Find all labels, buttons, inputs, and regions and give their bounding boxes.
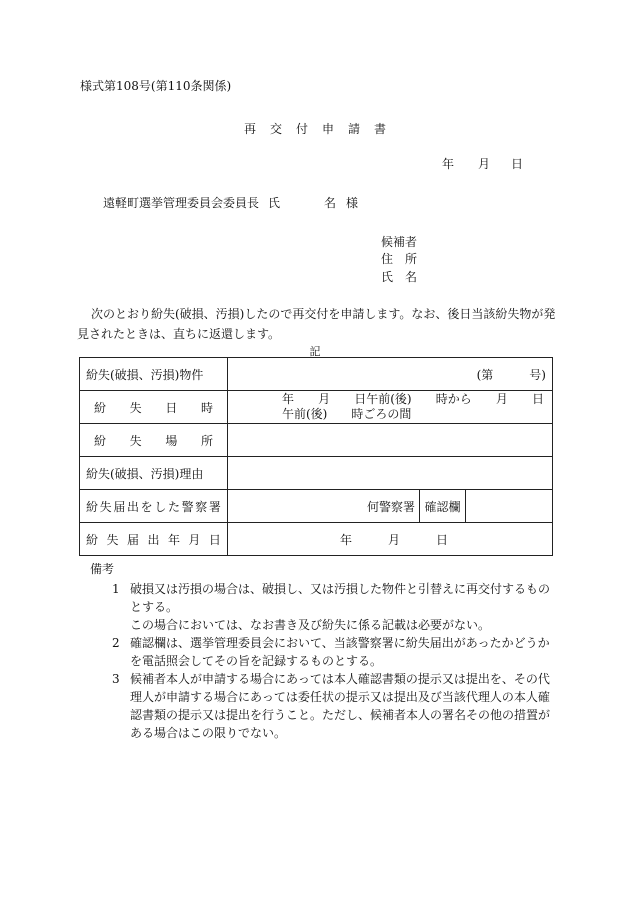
title-char: 付 [295, 122, 308, 136]
table-row [80, 391, 553, 424]
table-row [80, 457, 553, 490]
note-text: 候補者本人が申請する場合にあっては本人確認書類の提示又は提出を、その代理人が申請する場合にあっては委任状の提示又は提出及び当該代理人の本人確認書類の提示又は提出を行うこと。ただし、候補者本人の署名その他の措置がある場合はこの限りでない。 [130, 672, 551, 740]
note-number: 1 [112, 582, 120, 596]
note-item [90, 580, 560, 616]
note-item [90, 616, 560, 634]
table-row [80, 490, 553, 523]
table-row [80, 424, 553, 457]
title-char: 交 [269, 122, 282, 136]
date-month: 月 [478, 157, 491, 171]
confirm-label: 確認欄 [419, 490, 465, 523]
datetime-part: 時から [435, 392, 472, 406]
report-date-label [80, 523, 228, 556]
addressee-honorific: 様 [346, 196, 359, 210]
label-char: 紛 [94, 400, 107, 415]
reason-value [228, 457, 553, 490]
datetime-value [228, 391, 553, 424]
label-char: 失 [106, 532, 119, 547]
title-char: 申 [322, 122, 335, 136]
note-number: 3 [112, 672, 120, 686]
date-day: 日 [511, 157, 524, 171]
application-table [79, 357, 553, 556]
note-number [90, 616, 130, 634]
datetime-part: 午前(後) 時ごろの間 [282, 407, 412, 421]
item-label: 紛失(破損、汚損)物件 [80, 358, 228, 391]
label-char: 失 [129, 433, 142, 448]
police-label [80, 490, 228, 523]
label-char: 紛 [86, 499, 99, 514]
note-text: この場合においては、なお書き及び紛失に係る記載は必要がない。 [130, 618, 491, 632]
label-char: 紛 [94, 433, 107, 448]
datetime-part: 月 [495, 392, 508, 406]
addressee-family-name-label: 氏 [268, 196, 281, 210]
report-date-part: 月 [387, 532, 400, 547]
notes-heading: 備考 [90, 562, 115, 576]
datetime-part: 年 [282, 392, 295, 406]
label-char: 紛 [86, 532, 99, 547]
label-char: 警 [181, 499, 194, 514]
candidate-address-label: 住 所 [381, 252, 418, 266]
title-char: 書 [374, 122, 387, 136]
datetime-part: 日 [531, 392, 544, 406]
label-char: 所 [200, 433, 213, 448]
datetime-part: 日午前(後) [354, 392, 412, 406]
intro-paragraph: 次のとおり紛失(破損、汚損)したので再交付を申請します。なお、後日当該紛失物が発見されたときは、直ちに返還します。 [77, 307, 556, 341]
place-label [80, 424, 228, 457]
label-char: 届 [126, 532, 139, 547]
label-char: 月 [188, 532, 201, 547]
police-value: 何警察署 [228, 490, 420, 523]
ki-label: 記 [309, 345, 321, 358]
addressee-office: 遠軽町選挙管理委員会委員長 [103, 196, 260, 210]
document-title [0, 120, 630, 137]
addressee-given-name-label: 名 [324, 196, 337, 210]
label-char: 出 [126, 499, 139, 514]
label-char: 年 [167, 532, 180, 547]
report-date-value [228, 523, 553, 556]
label-char: 届 [113, 499, 126, 514]
note-item [90, 634, 560, 670]
label-char: 察 [195, 499, 208, 514]
report-date-part: 年 [340, 532, 353, 547]
label-char: を [140, 499, 153, 514]
label-char: 署 [208, 499, 221, 514]
label-char: し [154, 499, 167, 514]
title-char: 請 [348, 122, 361, 136]
note-text: 確認欄は、選挙管理委員会において、当該警察署に紛失届出があったかどうかを電話照会してその旨を記録するものとする。 [130, 636, 550, 668]
date-year: 年 [442, 157, 455, 171]
note-text: 破損又は汚損の場合は、破損し、又は汚損した物件と引替えに再交付するものとする。 [130, 582, 551, 614]
label-char: 時 [200, 400, 213, 415]
item-value: (第 号) [228, 358, 553, 391]
reason-label: 紛失(破損、汚損)理由 [80, 457, 228, 490]
table-row [80, 523, 553, 556]
confirm-value [465, 490, 552, 523]
label-char: 日 [208, 532, 221, 547]
label-char: 日 [165, 400, 178, 415]
form-number: 様式第108号(第110条関係) [80, 79, 232, 93]
notes-section [90, 560, 560, 742]
label-char: 失 [99, 499, 112, 514]
title-char: 再 [243, 122, 256, 136]
datetime-part: 月 [318, 392, 331, 406]
label-char: 失 [129, 400, 142, 415]
note-number: 2 [112, 636, 120, 650]
label-char: た [167, 499, 180, 514]
table-row [80, 358, 553, 391]
candidate-label: 候補者 [381, 235, 418, 249]
note-item [90, 670, 560, 742]
candidate-name-label: 氏 名 [381, 270, 418, 284]
report-date-part: 日 [435, 532, 448, 547]
label-char: 出 [147, 532, 160, 547]
datetime-label [80, 391, 228, 424]
place-value [228, 424, 553, 457]
label-char: 場 [165, 433, 178, 448]
